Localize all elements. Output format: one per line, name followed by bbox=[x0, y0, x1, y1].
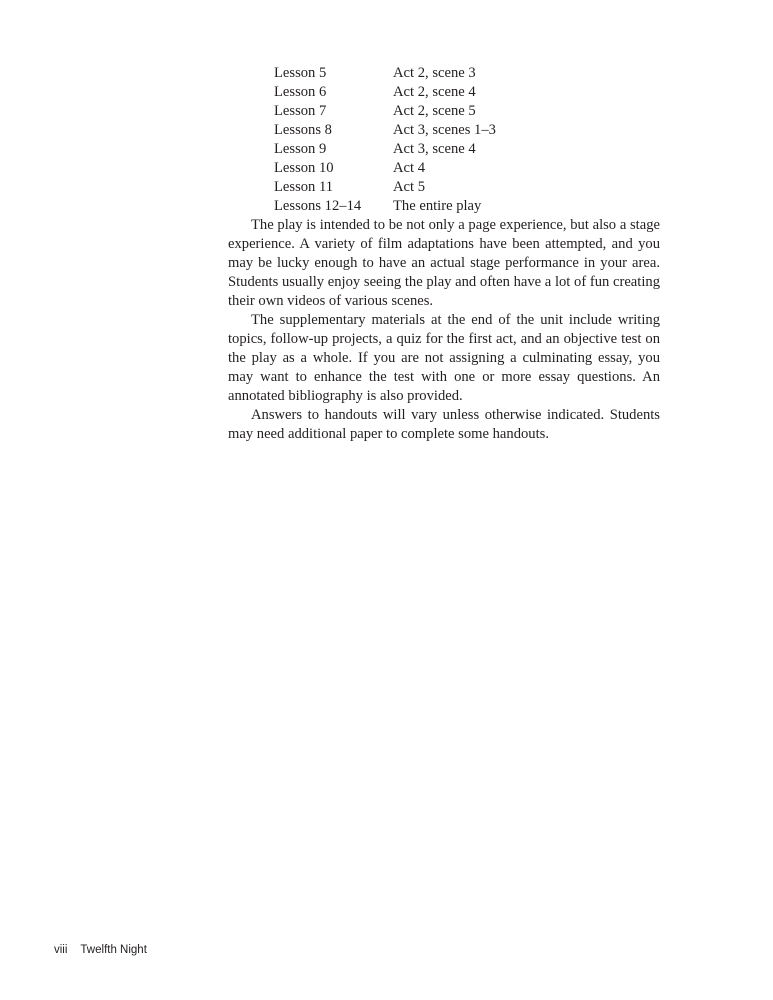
lesson-section: Act 3, scenes 1–3 bbox=[393, 122, 496, 138]
page-footer bbox=[54, 942, 147, 958]
lesson-schedule-table bbox=[274, 64, 660, 216]
lesson-section: Act 2, scene 4 bbox=[393, 84, 476, 100]
table-row bbox=[274, 64, 660, 83]
main-text-column bbox=[228, 64, 660, 444]
table-row bbox=[274, 140, 660, 159]
lesson-section: Act 2, scene 3 bbox=[393, 65, 476, 81]
lesson-section: Act 2, scene 5 bbox=[393, 103, 476, 119]
lesson-name: Lessons 12–14 bbox=[274, 198, 362, 214]
lesson-name: Lesson 5 bbox=[274, 65, 327, 81]
table-row bbox=[274, 102, 660, 121]
running-title: Twelfth Night bbox=[80, 944, 147, 956]
table-row bbox=[274, 83, 660, 102]
lesson-name: Lesson 7 bbox=[274, 103, 327, 119]
lesson-name: Lesson 6 bbox=[274, 84, 327, 100]
lesson-name: Lesson 10 bbox=[274, 160, 334, 176]
table-row bbox=[274, 121, 660, 140]
body-paragraph: Answers to handouts will vary unless otherwise indicated. Students may need additional paper to complete some handouts. bbox=[228, 407, 660, 442]
table-row bbox=[274, 197, 660, 216]
page-number: viii bbox=[54, 944, 68, 956]
lesson-section: Act 4 bbox=[393, 160, 426, 176]
body-paragraph: The play is intended to be not only a page experience, but also a stage experience. A variety of film adaptations have been attempted, and you may be lucky enough to have an actual stage performance in your area. Students usually enjoy seeing the play and often have a lot of fun creating their own videos of various scenes. bbox=[228, 217, 660, 309]
table-row bbox=[274, 159, 660, 178]
lesson-name: Lesson 9 bbox=[274, 141, 327, 157]
lesson-section: The entire play bbox=[393, 198, 482, 214]
lesson-name: Lessons 8 bbox=[274, 122, 332, 138]
lesson-name: Lesson 11 bbox=[274, 179, 334, 195]
lesson-section: Act 3, scene 4 bbox=[393, 141, 476, 157]
lesson-section: Act 5 bbox=[393, 179, 426, 195]
table-row bbox=[274, 178, 660, 197]
body-paragraph: The supplementary materials at the end of the unit include writing topics, follow-up projects, a quiz for the first act, and an objective test on the play as a whole. If you are not assigning a culminating essay, you may want to enhance the test with one or more essay questions. An annotated bibliography is also provided. bbox=[228, 312, 660, 404]
